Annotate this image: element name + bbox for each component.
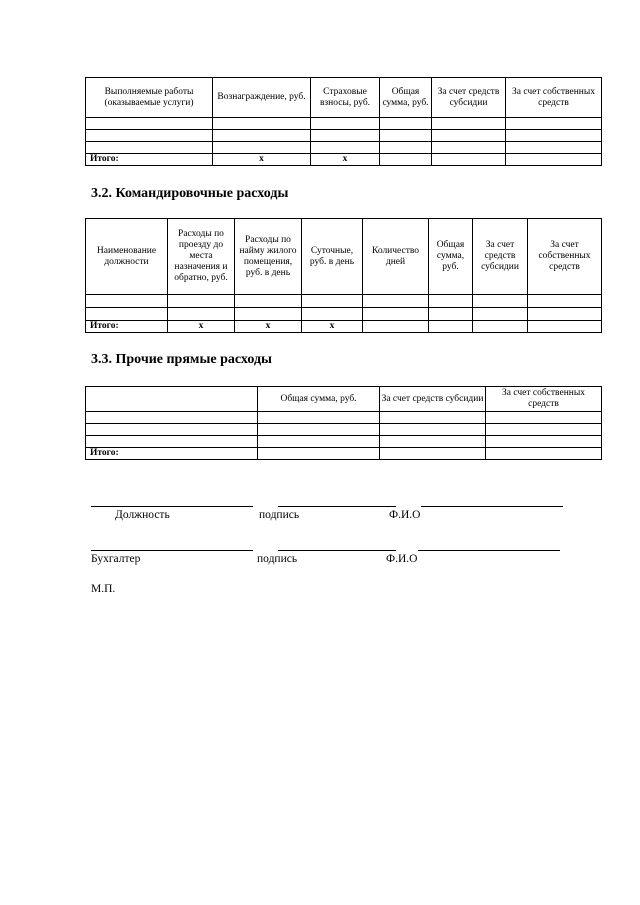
table-cell[interactable] (432, 142, 506, 154)
table-cell[interactable] (380, 436, 486, 448)
name-signature-line[interactable] (421, 506, 563, 507)
table-cell[interactable] (380, 412, 486, 424)
stamp-place-label: М.П. (91, 583, 116, 595)
total-cell[interactable] (473, 321, 528, 333)
table-cell[interactable] (311, 142, 380, 154)
table-header-row (86, 219, 602, 295)
total-cell[interactable] (380, 154, 432, 166)
header-cell: Общая сумма, руб. (380, 78, 432, 118)
table-cell[interactable] (213, 118, 311, 130)
header-cell: Общая сумма, руб. (429, 219, 473, 295)
full-name-label: Ф.И.О (386, 553, 418, 565)
signature-line[interactable] (278, 550, 396, 551)
header-cell: Количество дней (363, 219, 429, 295)
total-label: Итого: (86, 321, 168, 333)
table-cell[interactable] (213, 130, 311, 142)
table-cell[interactable] (86, 142, 213, 154)
header-cell: За счет собственных средств (528, 219, 602, 295)
total-row (86, 154, 602, 166)
total-cell[interactable] (486, 448, 602, 460)
header-cell (86, 387, 258, 412)
table-cell[interactable] (86, 424, 258, 436)
header-cell: За счет средств субсидии (380, 387, 486, 412)
signature-label: подпись (257, 553, 298, 565)
full-name-label: Ф.И.О (389, 509, 421, 521)
total-cell: x (302, 321, 363, 333)
table-cell[interactable] (506, 130, 602, 142)
table-cell[interactable] (86, 295, 168, 308)
total-cell[interactable] (258, 448, 380, 460)
name-signature-line[interactable] (418, 550, 560, 551)
table-row (86, 142, 602, 154)
table-cell[interactable] (86, 308, 168, 321)
table-cell[interactable] (486, 412, 602, 424)
table-cell[interactable] (432, 130, 506, 142)
header-cell: Расходы по проезду до места назначения и обратно, руб. (168, 219, 235, 295)
accountant-signature-line[interactable] (91, 550, 253, 551)
table-cell[interactable] (380, 118, 432, 130)
table-cell[interactable] (528, 308, 602, 321)
table-cell[interactable] (86, 118, 213, 130)
table-cell[interactable] (235, 295, 302, 308)
table-cell[interactable] (429, 295, 473, 308)
table-row (86, 412, 602, 424)
total-cell: x (235, 321, 302, 333)
other-expenses-table (85, 386, 602, 460)
table-cell[interactable] (168, 295, 235, 308)
header-cell: Выполняемые работы (оказываемые услуги) (86, 78, 213, 118)
table-cell[interactable] (235, 308, 302, 321)
header-cell: За счет собственных средств (486, 387, 602, 412)
table-cell[interactable] (258, 412, 380, 424)
total-row (86, 448, 602, 460)
total-cell[interactable] (429, 321, 473, 333)
table-cell[interactable] (311, 118, 380, 130)
table-cell[interactable] (380, 424, 486, 436)
position-signature-line[interactable] (91, 506, 253, 507)
table-header-row (86, 387, 602, 412)
table-row (86, 130, 602, 142)
travel-expenses-table (85, 218, 602, 333)
accountant-label: Бухгалтер (91, 553, 141, 565)
total-cell: x (168, 321, 235, 333)
total-row (86, 321, 602, 333)
section-title-travel: 3.2. Командировочные расходы (91, 186, 289, 201)
header-cell: Расходы по найму жилого помещения, руб. в день (235, 219, 302, 295)
total-cell[interactable] (380, 448, 486, 460)
total-cell[interactable] (528, 321, 602, 333)
table-cell[interactable] (302, 308, 363, 321)
table-cell[interactable] (380, 130, 432, 142)
total-cell: x (311, 154, 380, 166)
table-cell[interactable] (429, 308, 473, 321)
table-cell[interactable] (86, 130, 213, 142)
table-cell[interactable] (302, 295, 363, 308)
table-row (86, 295, 602, 308)
table-header-row (86, 78, 602, 118)
works-expenses-table (85, 77, 602, 166)
table-cell[interactable] (258, 436, 380, 448)
table-cell[interactable] (473, 295, 528, 308)
table-row (86, 308, 602, 321)
table-cell[interactable] (506, 142, 602, 154)
table-cell[interactable] (213, 142, 311, 154)
header-cell: Наименование должности (86, 219, 168, 295)
section-title-other: 3.3. Прочие прямые расходы (91, 352, 272, 367)
table-cell[interactable] (86, 436, 258, 448)
signature-line[interactable] (278, 506, 396, 507)
header-cell: Суточные, руб. в день (302, 219, 363, 295)
table-cell[interactable] (432, 118, 506, 130)
header-cell: Общая сумма, руб. (258, 387, 380, 412)
table-row (86, 424, 602, 436)
total-cell[interactable] (363, 321, 429, 333)
header-cell: За счет собственных средств (506, 78, 602, 118)
total-cell[interactable] (506, 154, 602, 166)
header-cell: Вознаграждение, руб. (213, 78, 311, 118)
header-cell: Страховые взносы, руб. (311, 78, 380, 118)
table-cell[interactable] (380, 142, 432, 154)
table-cell[interactable] (363, 295, 429, 308)
table-cell[interactable] (258, 424, 380, 436)
table-cell[interactable] (311, 130, 380, 142)
table-cell[interactable] (486, 424, 602, 436)
table-cell[interactable] (506, 118, 602, 130)
table-cell[interactable] (363, 308, 429, 321)
table-cell[interactable] (473, 308, 528, 321)
table-cell[interactable] (486, 436, 602, 448)
table-row (86, 118, 602, 130)
total-cell[interactable] (432, 154, 506, 166)
table-row (86, 436, 602, 448)
total-label: Итого: (86, 154, 213, 166)
table-cell[interactable] (86, 412, 258, 424)
total-label: Итого: (86, 448, 258, 460)
total-cell: x (213, 154, 311, 166)
position-label: Должность (115, 509, 170, 521)
table-cell[interactable] (528, 295, 602, 308)
table-cell[interactable] (168, 308, 235, 321)
header-cell: За счет средств субсидии (432, 78, 506, 118)
header-cell: За счет средств субсидии (473, 219, 528, 295)
signature-label: подпись (259, 509, 300, 521)
